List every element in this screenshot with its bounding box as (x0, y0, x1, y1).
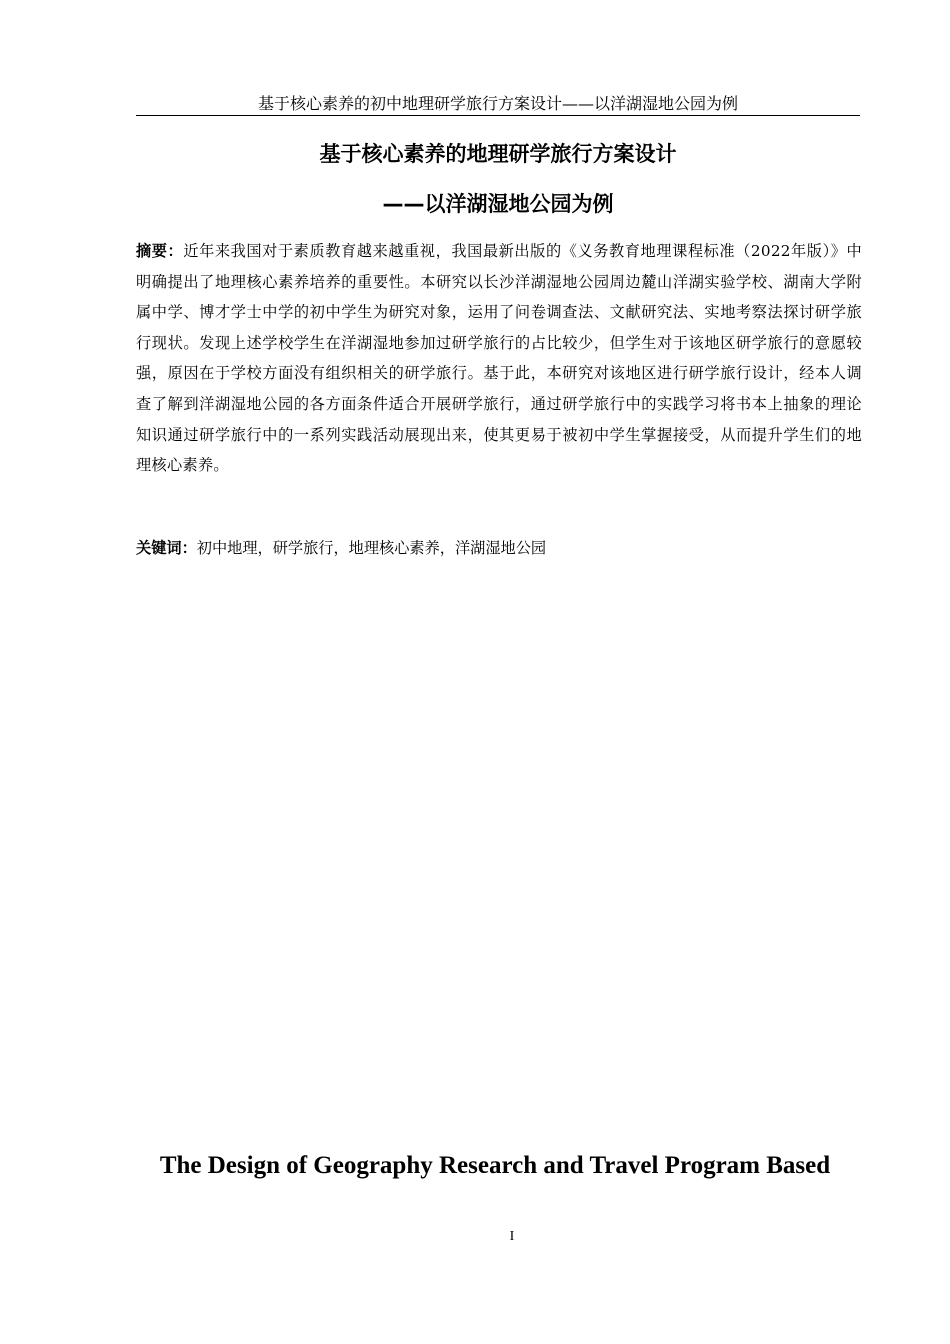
english-title: The Design of Geography Research and Travel Program Based (159, 1152, 831, 1179)
abstract-paragraph (136, 236, 862, 481)
page-title: 基于核心素养的地理研学旅行方案设计 (319, 142, 677, 166)
page-number: I (509, 1229, 515, 1244)
running-header: 基于核心素养的初中地理研学旅行方案设计——以洋湖湿地公园为例 (257, 94, 738, 113)
keywords-text: 初中地理，研学旅行，地理核心素养，洋湖湿地公园 (196, 539, 547, 557)
abstract-text: 近年来我国对于素质教育越来越重视，我国最新出版的《义务教育地理课程标准（2022年版）》中明确提出了地理核心素养培养的重要性。本研究以长沙洋湖湿地公园周边麓山洋湖实验学校、湖南大学附属中学、博才学士中学的初中学生为研究对象，运用了问卷调查法、文献研究法、实地考察法探讨研学旅行现状。发现上述学校学生在洋湖湿地参加过研学旅行的占比较少，但学生对于该地区研学旅行的意愿较强，原因在于学校方面没有组织相关的研学旅行。基于此，本研究对该地区进行研学旅行设计，经本人调查了解到洋湖湿地公园的各方面条件适合开展研学旅行，通过研学旅行中的实践学习将书本上抽象的理论知识通过研学旅行中的一系列实践活动展现出来，使其更易于被初中学生掌握接受，从而提升学生们的地理核心素养。 (136, 242, 862, 475)
keywords-line (136, 533, 862, 563)
header-divider (136, 115, 860, 116)
page-subtitle: ——以洋湖湿地公园为例 (382, 192, 614, 216)
keywords-label: 关键词： (136, 539, 197, 557)
abstract-label: 摘要： (136, 242, 184, 260)
